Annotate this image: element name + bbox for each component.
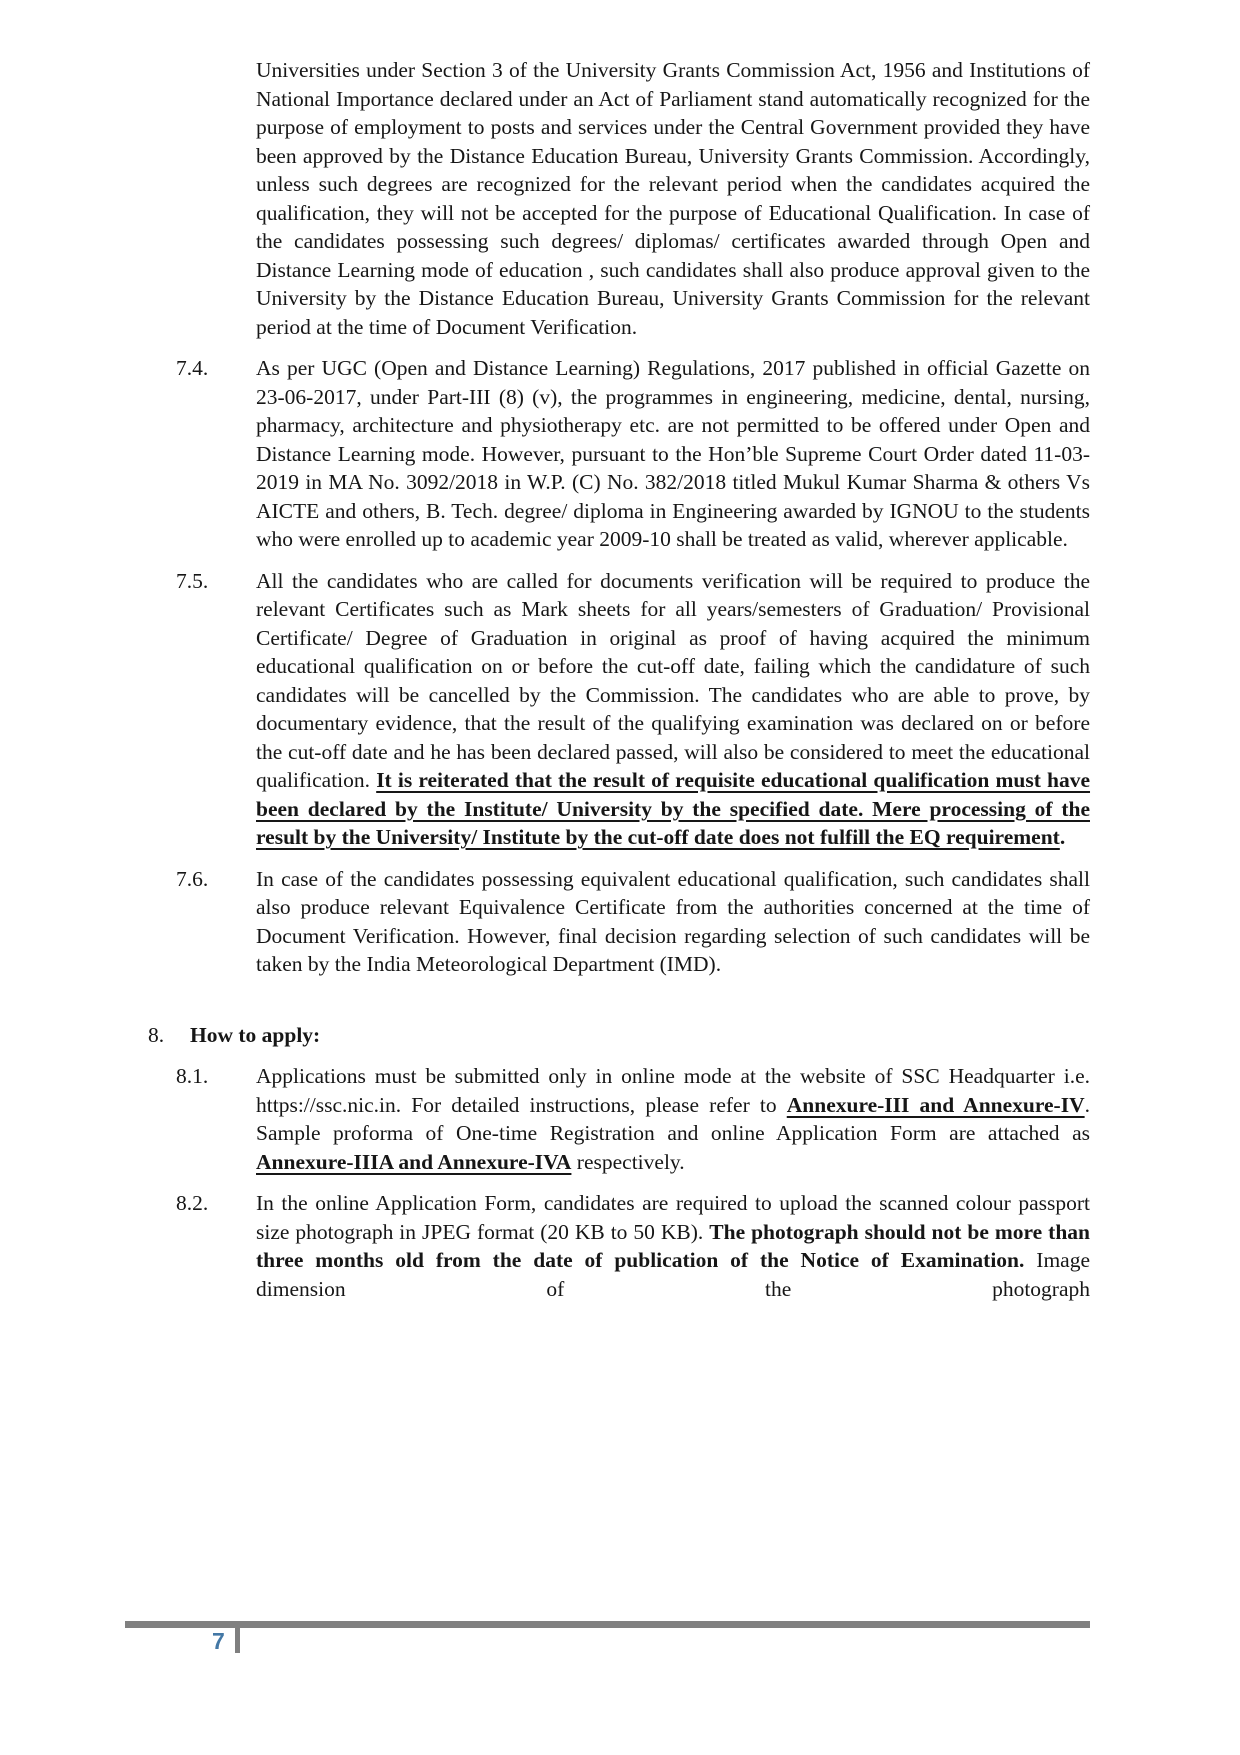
heading-8 <box>148 1021 1090 1050</box>
emphasized-underlined-text: It is reiterated that the result of requisite educational qualification must have been declared by the Institute/ University by the specified date. Mere processing of the result by the University/ Institute by the cut-off date does not fulfill the EQ requirement <box>256 768 1091 849</box>
section-number <box>176 56 256 341</box>
page-number: 7 <box>212 1628 225 1654</box>
section-number: 8. <box>148 1022 165 1047</box>
emphasized-underlined-text: Annexure-III and Annexure-IV <box>786 1092 1085 1117</box>
section-number: 7.6. <box>176 866 209 891</box>
body-text: Universities under Section 3 of the University Grants Commission Act, 1956 and Institutions of National Importance declared under an Act of Parliament stand automatically recognized for the purpose of employment to posts and services under the Central Government provided they have been approved by the Distance Education Bureau, University Grants Commission. Accordingly, unless such degrees are recognized for the relevant period when the candidates acquired the qualification, they will not be accepted for the purpose of Educational Qualification. In case of the candidates possessing such degrees/ diplomas/ certificates awarded through Open and Distance Learning mode of education , such candidates shall also produce approval given to the University by the Distance Education Bureau, University Grants Commission for the relevant period at the time of Document Verification. <box>256 58 1090 339</box>
body-text: Image dimension of the photograph <box>256 1248 1091 1301</box>
body-text: Applications must be submitted only in online mode at the website of SSC Headquarter i.e. https://ssc.nic.in. For detailed instructions, please refer to <box>256 1064 1090 1117</box>
para-7-5 <box>176 567 1090 852</box>
para-7-6 <box>176 865 1090 979</box>
section-number: 7.4. <box>176 356 209 380</box>
body-text: respectively. <box>571 1149 685 1174</box>
body-text: As per UGC (Open and Distance Learning) Regulations, 2017 published in official Gazette on 23-06-2017, under Part-III (8) (v), the programmes in engineering, medicine, dental, nursing, pharmacy, architecture and physiotherapy etc. are not permitted to be offered under Open and Distance Learning mode. However, pursuant to the Hon’ble Supreme Court Order dated 11-03-2019 in MA No. 3092/2018 in W.P. (C) No. 382/2018 titled Mukul Kumar Sharma & others Vs AICTE and others, B. Tech. degree/ diploma in Engineering awarded by IGNOU to the students who were enrolled up to academic year 2009-10 shall be treated as valid, wherever applicable. <box>256 356 1090 551</box>
body-text: In case of the candidates possessing equivalent educational qualification, such candidates shall also produce relevant Equivalence Certificate from the authorities concerned at the time of Document Verification. However, final decision regarding selection of such candidates will be taken by the India Meteorological Department (IMD). <box>256 866 1090 976</box>
body-text: In the online Application Form, candidates are required to upload the scanned colour passport size photograph in JPEG format (20 KB to 50 KB). <box>256 1191 1090 1244</box>
bold-text: How to apply: <box>190 1022 321 1047</box>
section-text <box>256 567 1090 852</box>
bold-text: The photograph should not be more than three months old from the date of publication of the Notice of Examination. <box>256 1219 1090 1272</box>
section-text <box>190 1021 1090 1050</box>
emphasized-underlined-text: Annexure-IIIA and Annexure-IVA <box>256 1149 572 1174</box>
section-number: 8.2. <box>176 1191 209 1215</box>
para-7-3-continuation <box>176 56 1090 341</box>
section-number: 8.1. <box>176 1064 209 1088</box>
footer-vertical-bar <box>235 1628 240 1653</box>
section-text <box>256 1189 1090 1303</box>
document-body <box>0 56 1240 1316</box>
body-text: . Sample proforma of One-time Registration and online Application Form are attached as <box>256 1092 1090 1145</box>
para-8-1 <box>176 1062 1090 1176</box>
para-7-4 <box>176 354 1090 554</box>
para-8-2 <box>176 1189 1090 1303</box>
footer-page-number-block <box>212 1628 240 1656</box>
bold-text: . <box>1059 825 1066 849</box>
section-text <box>256 865 1090 979</box>
section-text <box>256 1062 1090 1176</box>
footer-rule <box>125 1621 1090 1628</box>
section-text <box>256 354 1090 554</box>
body-text: All the candidates who are called for documents verification will be required to produce the relevant Certificates such as Mark sheets for all years/semesters of Graduation/ Provisional Certificate/ Degree of Graduation in original as proof of having acquired the minimum educational qualification on or before the cut-off date, failing which the candidature of such candidates will be cancelled by the Commission. The candidates who are able to prove, by documentary evidence, that the result of the qualifying examination was declared on or before the cut-off date and he has been declared passed, will also be considered to meet the educational qualification. <box>256 568 1090 792</box>
section-number: 7.5. <box>176 568 209 593</box>
section-text <box>256 56 1090 341</box>
